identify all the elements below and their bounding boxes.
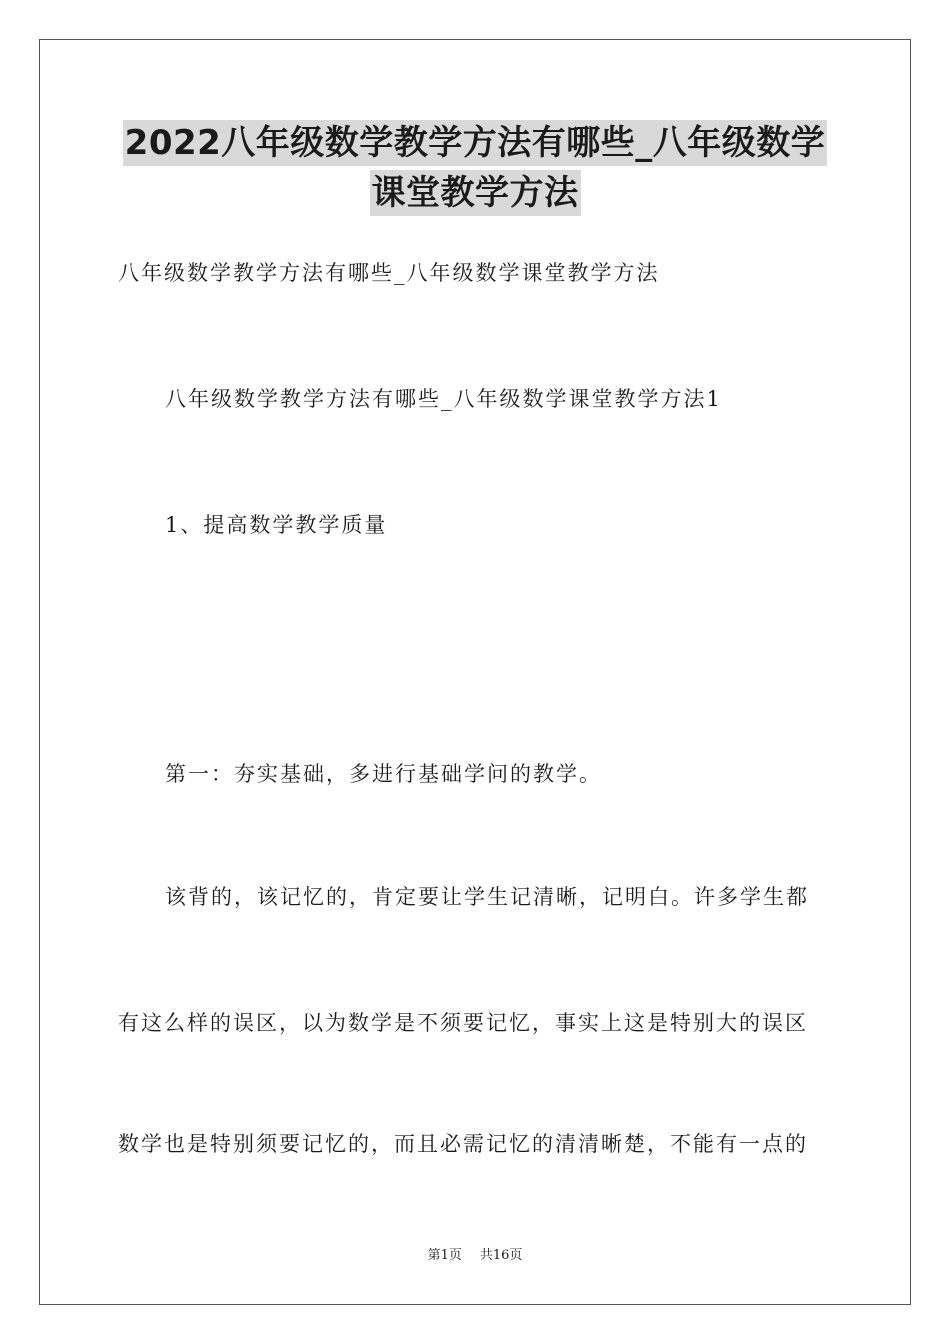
- body-line-1: 该背的，该记忆的，肯定要让学生记清晰，记明白。许多学生都: [165, 885, 809, 909]
- page-footer: [0, 1247, 950, 1265]
- page-total: 共16页: [479, 1248, 523, 1263]
- point-1: 第一：夯实基础，多进行基础学问的教学。: [165, 762, 602, 786]
- section-heading: 八年级数学教学方法有哪些_八年级数学课堂教学方法1: [165, 387, 722, 411]
- subtitle: 八年级数学教学方法有哪些_八年级数学课堂教学方法: [118, 261, 660, 285]
- list-item-1: 1、提高数学教学质量: [165, 513, 388, 537]
- body-line-3: 数学也是特别须要记忆的，而且必需记忆的清清晰楚，不能有一点的: [118, 1132, 808, 1156]
- page-number: 第1页: [427, 1248, 462, 1263]
- page-border: [39, 39, 911, 1305]
- body-line-2: 有这么样的误区，以为数学是不须要记忆，事实上这是特别大的误区: [118, 1011, 808, 1035]
- title-line-2: 课堂教学方法: [370, 170, 581, 216]
- title-line-1: 2022八年级数学教学方法有哪些_八年级数学: [123, 120, 828, 166]
- document-title: [0, 120, 950, 220]
